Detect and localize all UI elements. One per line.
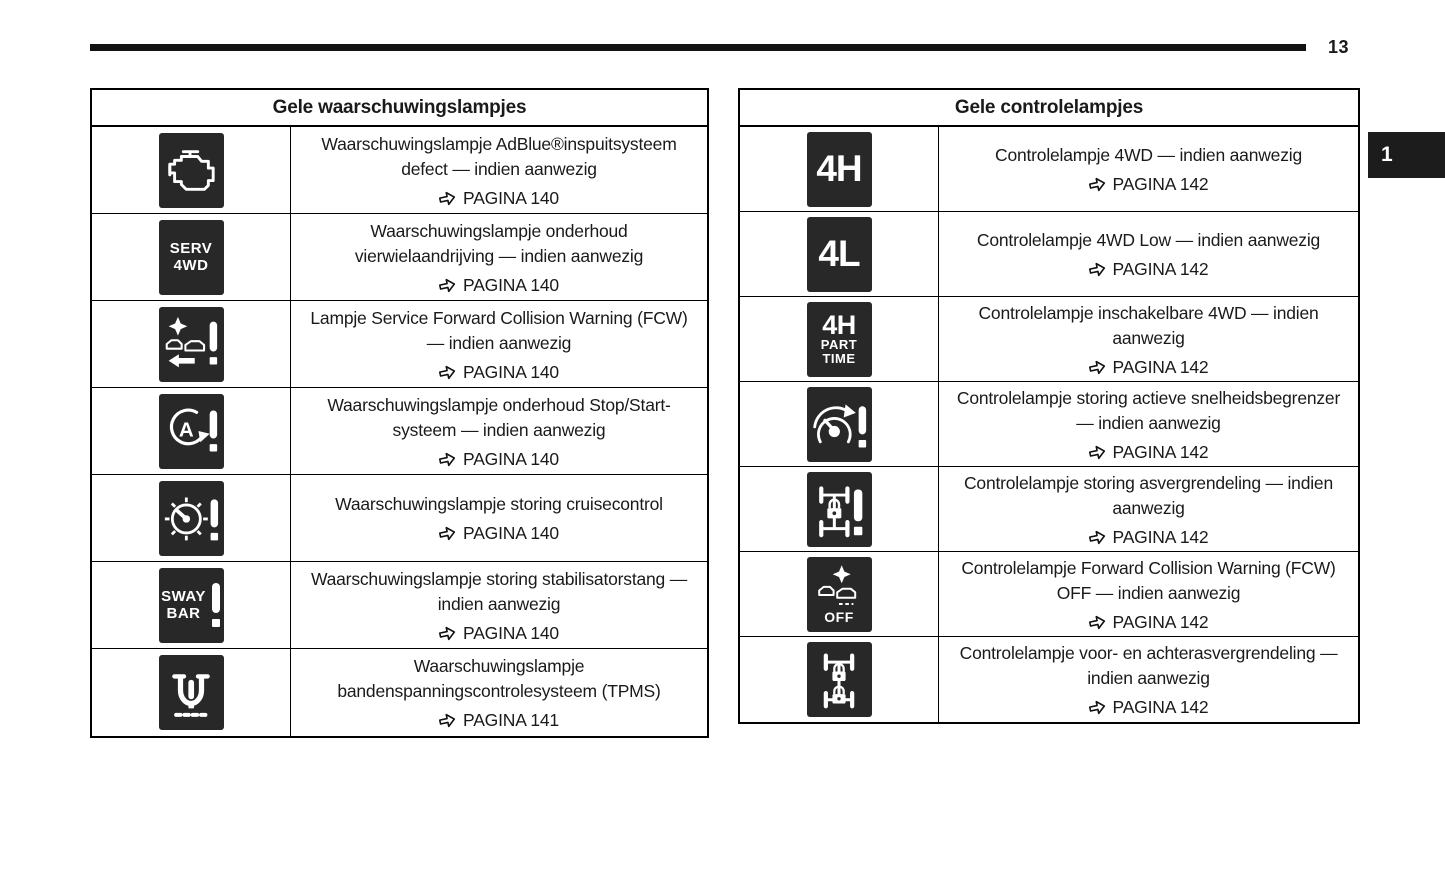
table-row (92, 388, 707, 475)
check-engine-icon (159, 133, 224, 208)
page-arrow-icon (1087, 698, 1107, 716)
lamp-description: Controlelampje 4WD — indien aanwezig (995, 145, 1302, 165)
table-row (740, 552, 1358, 637)
warning-lamps-table-title: Gele waarschuwingslampjes (92, 90, 707, 127)
table-row (740, 382, 1358, 467)
svg-text:A: A (178, 418, 194, 442)
page-arrow-icon (1087, 443, 1107, 461)
page-ref-label: PAGINA 140 (463, 361, 559, 382)
page-top-rule (90, 44, 1306, 51)
lamp-description: Waarschuwingslampje storing stabilisatorstang — indien aanwezig (310, 568, 688, 614)
fcw-service-icon (159, 307, 224, 382)
axle-lock-fault-icon (807, 472, 872, 547)
lamp-description: Lampje Service Forward Collision Warning (FCW) — indien aanwezig (310, 307, 688, 353)
table-row (92, 562, 707, 649)
page-arrow-icon (1087, 528, 1107, 546)
table-row (740, 637, 1358, 722)
page-reference (439, 710, 559, 731)
chapter-tab (1368, 132, 1445, 178)
page-arrow-icon (1087, 175, 1107, 193)
cruise-control-fault-icon (159, 481, 224, 556)
page-reference (1089, 174, 1209, 195)
table-row (740, 297, 1358, 382)
speed-limiter-fault-icon (807, 387, 872, 462)
table-row (740, 127, 1358, 212)
warning-lamps-table (90, 88, 709, 738)
page-ref-label: PAGINA 140 (463, 187, 559, 208)
lamp-description: Controlelampje voor- en achterasvergrendeling — indien aanwezig (959, 643, 1338, 688)
page-reference (1089, 259, 1209, 280)
page-ref-label: PAGINA 142 (1112, 697, 1209, 717)
fcw-off-icon (807, 557, 872, 632)
tpms-icon (159, 655, 224, 730)
page-arrow-icon (438, 711, 458, 729)
page-arrow-icon (1087, 358, 1107, 376)
lamp-description: Waarschuwingslampje storing cruisecontrol (335, 494, 663, 514)
stop-start-service-icon (159, 394, 224, 469)
page-reference (1089, 442, 1209, 463)
lamp-description: Controlelampje storing actieve snelheidsbegrenzer — indien aanwezig (956, 388, 1341, 433)
table-row (740, 212, 1358, 297)
page-number: 13 (1328, 37, 1350, 57)
page-ref-label: PAGINA 140 (463, 622, 559, 643)
front-rear-axle-lock-icon (807, 642, 872, 717)
page-reference (1089, 697, 1209, 718)
page-arrow-icon (438, 624, 458, 642)
off-label: OFF (824, 609, 854, 625)
page-ref-label: PAGINA 140 (463, 448, 559, 469)
page-arrow-icon (438, 276, 458, 294)
page-reference (439, 188, 559, 209)
exclamation-mark (211, 583, 221, 627)
lamp-description: Waarschuwingslampje onderhoud Stop/Start-systeem — indien aanwezig (327, 394, 671, 440)
sway-bar-fault-icon: SWAY BAR (159, 568, 224, 643)
table-row (92, 475, 707, 562)
page-ref-label: PAGINA 142 (1112, 357, 1209, 377)
lamp-description: Controlelampje storing asvergrendeling — indien aanwezig (963, 473, 1333, 518)
page-arrow-icon (438, 450, 458, 468)
lamp-description: Waarschuwingslampje onderhoud vierwielaandrijving — indien aanwezig (354, 220, 644, 266)
lamp-description: Controlelampje inschakelbare 4WD — indien aanwezig (978, 303, 1319, 348)
4wd-high-icon: 4H (807, 132, 872, 207)
lamp-description: Controlelampje Forward Collision Warning (FCW) OFF — indien aanwezig (961, 558, 1336, 603)
page-ref-label: PAGINA 142 (1112, 174, 1209, 194)
page-ref-label: PAGINA 140 (463, 523, 559, 543)
page-arrow-icon (1087, 613, 1107, 631)
table-row (92, 649, 707, 736)
page-reference (1089, 612, 1209, 633)
page-reference (1089, 527, 1209, 548)
page-ref-label: PAGINA 142 (1112, 259, 1209, 279)
page-ref-label: PAGINA 142 (1112, 442, 1209, 462)
indicator-lamps-table (738, 88, 1360, 724)
page-ref-label: PAGINA 140 (463, 274, 559, 295)
page-arrow-icon (1087, 260, 1107, 278)
lamp-description: Waarschuwingslampje AdBlue®inspuitsysteem defect — indien aanwezig (321, 133, 677, 179)
lamp-description: Controlelampje 4WD Low — indien aanwezig (976, 230, 1321, 250)
page-arrow-icon (438, 524, 458, 542)
page-arrow-icon (438, 363, 458, 381)
chapter-tab-label: 1 (1381, 143, 1393, 166)
page-reference (439, 362, 559, 383)
4wd-low-icon: 4L (807, 217, 872, 292)
page-ref-label: PAGINA 142 (1112, 612, 1209, 632)
lamp-description: Waarschuwingslampje bandenspanningscontrolesysteem (TPMS) (337, 656, 661, 701)
page-reference (439, 449, 559, 470)
page-reference (1089, 357, 1209, 378)
table-row (92, 301, 707, 388)
page-reference (439, 623, 559, 644)
page-ref-label: PAGINA 142 (1112, 527, 1209, 547)
table-row (92, 127, 707, 214)
serv-4wd-icon: SERV 4WD (159, 220, 224, 295)
table-row (740, 467, 1358, 552)
table-row (92, 214, 707, 301)
page-reference (439, 523, 559, 544)
4wd-part-time-icon: 4H PART TIME (807, 302, 872, 377)
page-ref-label: PAGINA 141 (463, 710, 559, 730)
page-arrow-icon (438, 189, 458, 207)
indicator-lamps-table-title: Gele controlelampjes (740, 90, 1358, 127)
page-reference (439, 275, 559, 296)
